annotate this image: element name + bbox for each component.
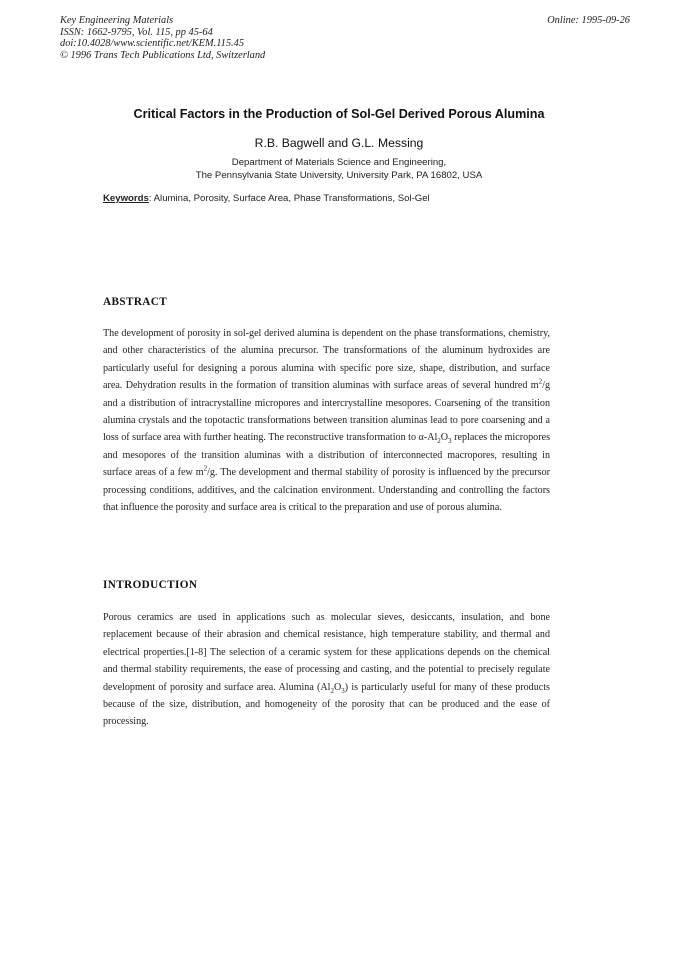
introduction-paragraph [103, 609, 550, 731]
abstract-text-1: The development of porosity in sol-gel derived alumina is dependent on the phase transformations, chemistry, and other characteristics of the alumina precursor. The transformations of the aluminum hydroxides are particularly useful for designing a porous alumina with specific pore size, shape, distribution, and surface area. Dehydration results in the formation of transition aluminas with surface areas of several hundred m [103, 328, 550, 392]
intro-sub-2: 3 [341, 686, 345, 695]
abstract-text-4: replaces the micropores and mesopores of the transition aluminas with a distribution of interconnected macropores, resulting in surface areas of a few m [103, 432, 551, 479]
intro-text-2: O [333, 681, 342, 693]
doi-line: doi:10.4028/www.scientific.net/KEM.115.45 [60, 38, 245, 49]
introduction-body [103, 609, 550, 731]
abstract-body [103, 325, 550, 516]
journal-name: Key Engineering Materials [60, 15, 174, 26]
affiliation-university: The Pennsylvania State University, University Park, PA 16802, USA [195, 170, 483, 181]
abstract-paragraph [103, 325, 550, 516]
journal-metadata [60, 15, 265, 61]
keywords-label: Keywords [103, 193, 149, 204]
keywords-list: : Alumina, Porosity, Surface Area, Phase Transformations, Sol-Gel [148, 193, 430, 204]
abstract-sup-1: 2 [538, 377, 543, 386]
issn-line: ISSN: 1662-9795, Vol. 115, pp 45-64 [60, 26, 213, 38]
abstract-sup-2: 2 [203, 464, 208, 473]
intro-text-3: ) is particularly useful for many of these products because of the size, distribution, and homogeneity of the porosity that can be produced and the ease of processing. [103, 681, 550, 728]
abstract-sub-1: 2 [437, 437, 441, 446]
intro-sub-1: 2 [330, 686, 334, 695]
abstract-text-2: /g and a distribution of intracrystalline micropores and intercrystalline mesopores. Coarsening of the transition alumina crystals and the topotactic transformations between transition aluminas lead to pore coarsening and a loss of surface area with further heating. The reconstructive transformation to α-Al [103, 380, 550, 444]
abstract-heading: ABSTRACT [103, 296, 168, 308]
affiliation [0, 156, 678, 182]
abstract-sub-2: 3 [448, 437, 452, 446]
paper-authors: R.B. Bagwell and G.L. Messing [254, 136, 424, 150]
paper-title: Critical Factors in the Production of Sol-Gel Derived Porous Alumina [133, 107, 545, 121]
abstract-text-5: /g. The development and thermal stability of porosity is influenced by the precursor processing conditions, additives, and the calcination environment. Understanding and controlling the factors that influence the porosity and surface area is critical to the preparation and use of porous alumina. [103, 467, 550, 514]
intro-text-1: Porous ceramics are used in applications such as molecular sieves, desiccants, insulation, and bone replacement because of their abrasion and chemical resistance, high temperature stability, and thermal and electrical properties.[1-8] The selection of a ceramic system for these applications depends on the chemical and thermal stability requirements, the ease of processing and casting, and the potential to precisely regulate development of porosity and surface area. Alumina (Al [103, 612, 550, 693]
copyright-line: © 1996 Trans Tech Publications Ltd, Switzerland [60, 49, 266, 61]
abstract-text-3: O [440, 432, 449, 444]
keywords-line [103, 193, 430, 204]
affiliation-department: Department of Materials Science and Engineering, [231, 157, 447, 168]
introduction-heading: INTRODUCTION [103, 579, 198, 591]
online-date: Online: 1995-09-26 [547, 15, 630, 26]
